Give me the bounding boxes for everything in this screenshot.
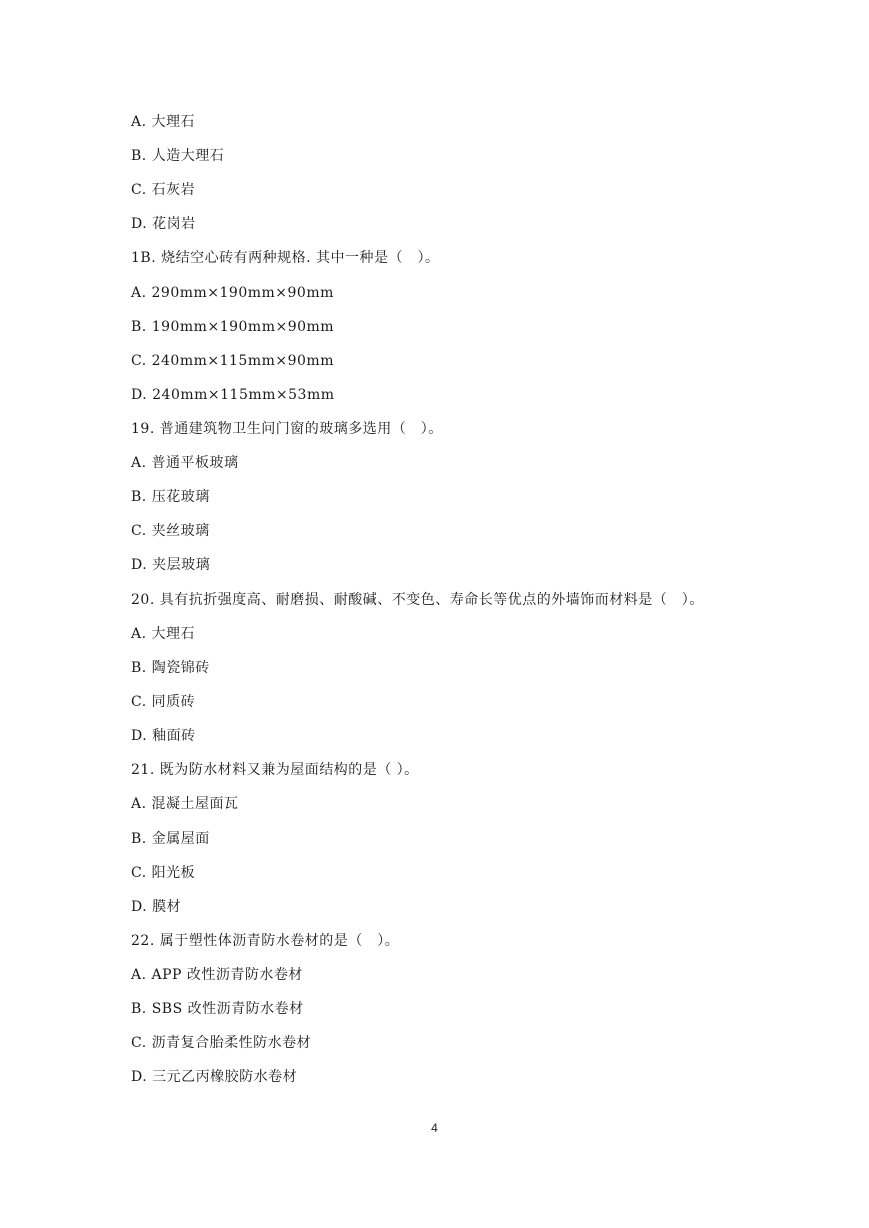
option-line: A. 普通平板玻璃: [131, 455, 239, 471]
option-line: B. 金属屋面: [131, 831, 210, 847]
page-number: 4: [431, 1121, 438, 1135]
option-line: C. 同质砖: [131, 694, 196, 710]
option-line: B. 190mm×190mm×90mm: [131, 319, 335, 335]
option-line: A. 290mm×190mm×90mm: [131, 285, 334, 301]
option-line: D. 240mm×115mm×53mm: [131, 387, 335, 403]
question-line: 21. 既为防水材料又兼为屋面结构的是（ ）。: [131, 762, 419, 778]
option-line: C. 石灰岩: [131, 182, 196, 198]
option-line: D. 花岗岩: [131, 216, 196, 232]
option-line: A. 大理石: [131, 626, 196, 642]
option-line: A. APP 改性沥青防水卷材: [131, 967, 303, 983]
question-line: 22. 属于塑性体沥青防水卷材的是（ ）。: [131, 933, 400, 949]
option-line: C. 阳光板: [131, 865, 196, 881]
option-line: C. 夹丝玻璃: [131, 523, 210, 539]
option-line: D. 釉面砖: [131, 728, 196, 744]
question-line: 1B. 烧结空心砖有两种规格. 其中一种是（ ）。: [131, 250, 440, 266]
question-line: 19. 普通建筑物卫生问门窗的玻璃多选用（ ）。: [131, 421, 443, 437]
option-line: B. 陶瓷锦砖: [131, 660, 210, 676]
option-line: D. 三元乙丙橡胶防水卷材: [131, 1069, 298, 1085]
option-line: D. 膜材: [131, 899, 182, 915]
question-line: 20. 具有抗折强度高、耐磨损、耐酸碱、不变色、寿命长等优点的外墙饰而材料是（ ）。: [131, 592, 704, 608]
option-line: C. 240mm×115mm×90mm: [131, 353, 334, 369]
option-line: B. 压花玻璃: [131, 489, 210, 505]
option-line: A. 大理石: [131, 114, 196, 130]
option-line: B. 人造大理石: [131, 148, 225, 164]
option-line: A. 混凝土屋面瓦: [131, 796, 239, 812]
option-line: B. SBS 改性沥青防水卷材: [131, 1001, 304, 1017]
option-line: C. 沥青复合胎柔性防水卷材: [131, 1035, 312, 1051]
option-line: D. 夹层玻璃: [131, 557, 211, 573]
